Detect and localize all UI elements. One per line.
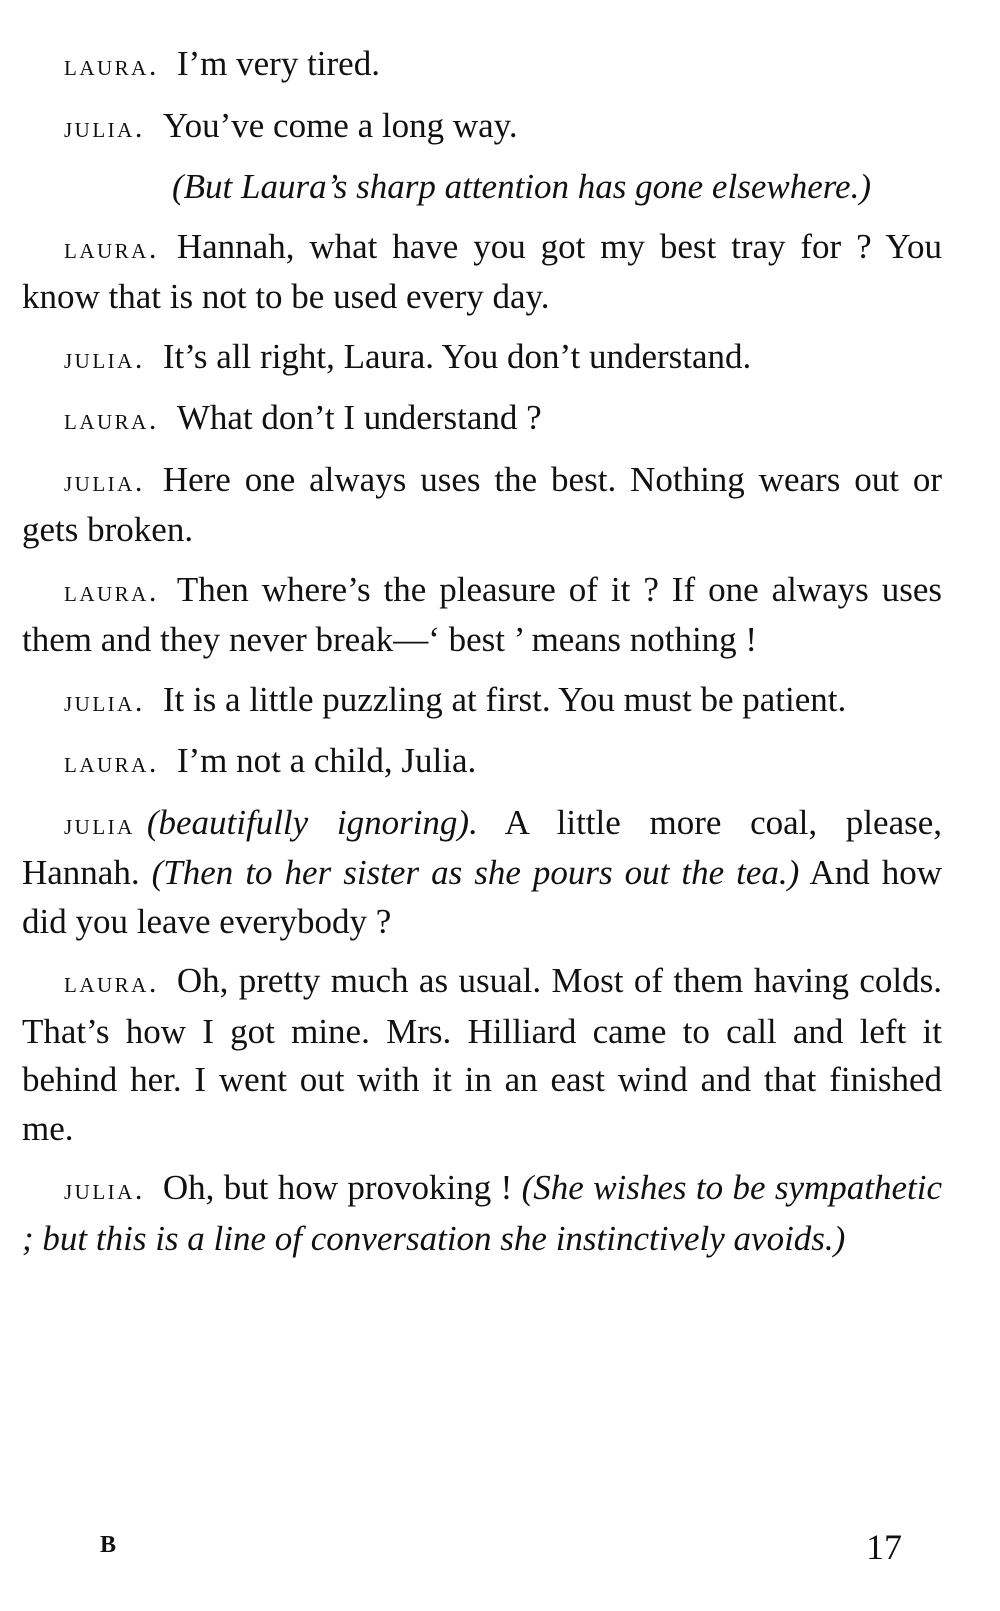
speaker-name: laura. — [64, 403, 159, 436]
line-text: A little more coal, please, Hannah. — [22, 802, 943, 892]
dialogue-line — [22, 333, 942, 384]
line-text: Here one always uses the best. Nothing wears out or gets broken. — [22, 459, 942, 549]
dialogue-line — [22, 737, 942, 788]
speaker-name: julia. — [64, 464, 145, 498]
speaker-name: julia. — [64, 684, 145, 718]
speaker-name: julia — [64, 807, 135, 841]
dialogue-line — [22, 957, 942, 1153]
speaker-name: laura. — [64, 574, 159, 608]
line-text: You’ve come a long way. — [162, 105, 518, 145]
dialogue-line — [22, 223, 942, 322]
dialogue-line — [22, 799, 942, 947]
line-text: Hannah, what have you got my best tray for ? You know that is not to be used every day. — [22, 226, 942, 316]
speaker-name: julia. — [64, 1173, 145, 1206]
dialogue-line — [22, 676, 942, 727]
dialogue-line — [22, 566, 942, 665]
signature-mark: B — [100, 1532, 118, 1558]
line-text: I’m not a child, Julia. — [176, 741, 477, 780]
page-body — [22, 40, 942, 1274]
speaker-name: julia. — [64, 341, 145, 375]
line-text: It is a little puzzling at first. You must be patient. — [162, 679, 847, 719]
line-text: I’m very tired. — [176, 44, 380, 83]
line-text: It’s all right, Laura. You don’t understand. — [162, 336, 752, 376]
line-text: What don’t I understand ? — [176, 398, 542, 437]
dialogue-line — [22, 40, 942, 91]
page-number: 17 — [866, 1527, 902, 1567]
inline-stage-direction: (beautifully ignoring). — [146, 802, 478, 842]
speaker-name: laura. — [64, 49, 159, 82]
line-text: And how did you leave everybody ? — [22, 853, 943, 941]
line-text: Oh, pretty much as usual. Most of them having colds. That’s how I got mine. Mrs. Hilliard came to call and left it behind her. I went out with it in an east wind and that finished me. — [22, 961, 942, 1148]
line-text: Then where’s the pleasure of it ? If one always uses them and they never break—‘ best ’ means nothing ! — [22, 569, 942, 659]
dialogue-line — [22, 102, 942, 153]
stage-direction — [172, 163, 942, 212]
stage-direction-text: (But Laura’s sharp attention has gone elsewhere.) — [172, 167, 871, 206]
inline-stage-direction: (She wishes to be sympathetic ; but this is a line of conversation she instinctively avoids.) — [22, 1168, 943, 1258]
dialogue-line — [22, 394, 942, 445]
dialogue-line — [22, 1164, 942, 1263]
speaker-name: julia. — [64, 110, 145, 144]
page-footer — [0, 1528, 1000, 1578]
line-text: Oh, but how provoking ! — [162, 1168, 513, 1207]
speaker-name: laura. — [64, 966, 159, 999]
speaker-name: laura. — [64, 746, 159, 779]
dialogue-line — [22, 456, 942, 555]
speaker-name: laura. — [64, 231, 159, 265]
inline-stage-direction: (Then to her sister as she pours out the tea.) — [151, 853, 800, 892]
